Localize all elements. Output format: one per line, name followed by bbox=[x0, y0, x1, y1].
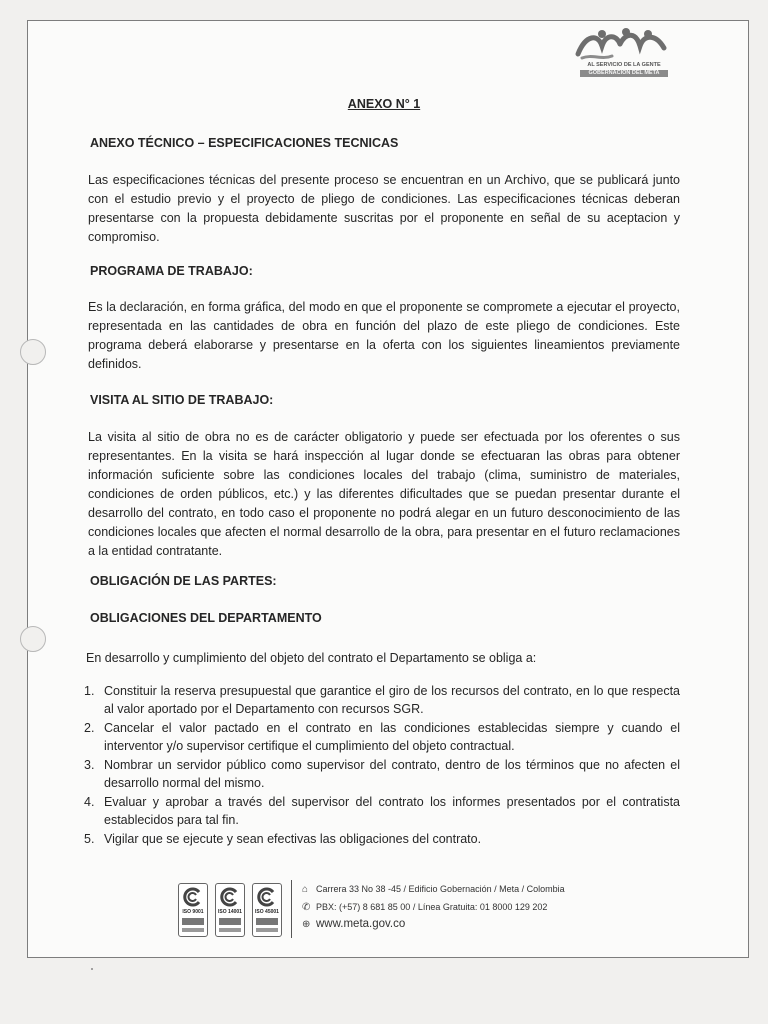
list-item-text: Nombrar un servidor público como supervisor del contrato, dentro de los términos que no afecten el desarrollo normal del mismo. bbox=[104, 758, 680, 790]
certification-mark-icon bbox=[220, 887, 240, 907]
heading-obligations: OBLIGACIÓN DE LAS PARTES: bbox=[90, 574, 277, 588]
paragraph-site-visit: La visita al sitio de obra no es de carácter obligatorio y puede ser efectuada por los oferentes o sus representantes. En la visita se hará inspección al lugar donde se efectuaran las obras para obtener información suficiente sobre las condiciones locales del trabajo (clima, suministro de materiales, condiciones de orden públicos, etc.) y las diferentes dificultades que se puedan presentar durante el desarrollo del contrato, en todo caso el proponente no podrá alegar en un futuro desconocimiento de las condiciones locales que afecten el normal desarrollo de la obra, para presentar en el futuro reclamaciones a la entidad contratante. bbox=[88, 430, 680, 558]
footer-website-link[interactable]: www.meta.gov.co bbox=[316, 918, 406, 930]
list-item bbox=[84, 682, 680, 718]
list-item-number: 2. bbox=[84, 721, 95, 735]
footer-website[interactable] bbox=[302, 918, 405, 930]
iso-badge-label: ISO 14001 bbox=[218, 909, 242, 915]
list-item-number: 3. bbox=[84, 758, 95, 772]
annex-title: ANEXO N° 1 bbox=[347, 97, 421, 111]
list-item-number: 1. bbox=[84, 684, 95, 698]
footer-phone-text: PBX: (+57) 8 681 85 00 / Línea Gratuita: 01 8000 129 202 bbox=[316, 902, 548, 912]
list-item-number: 5. bbox=[84, 832, 95, 846]
logo-caption-line1: AL SERVICIO DE LA GENTE bbox=[587, 62, 661, 68]
globe-icon: ⊕ bbox=[302, 919, 311, 930]
iso-badge bbox=[178, 883, 208, 937]
list-item-text: Evaluar y aprobar a través del supervisor del contrato los informes presentados por el contratista establecidos para tal fin. bbox=[104, 795, 680, 827]
footer-address-text: Carrera 33 No 38 -45 / Edificio Gobernación / Meta / Colombia bbox=[316, 884, 565, 894]
punch-hole bbox=[20, 339, 46, 365]
list-item-number: 4. bbox=[84, 795, 95, 809]
list-item-text: Cancelar el valor pactado en el contrato en las condiciones establecidas siempre y cuando el interventor y/o supervisor certifique el cumplimiento del objeto contractual. bbox=[104, 721, 680, 753]
heading-site-visit: VISITA AL SITIO DE TRABAJO: bbox=[90, 393, 274, 407]
certification-mark-icon bbox=[183, 887, 203, 907]
logo-caption bbox=[580, 62, 668, 77]
footer-divider bbox=[291, 880, 292, 938]
list-item bbox=[84, 793, 680, 829]
list-item-text: Constituir la reserva presupuestal que garantice el giro de los recursos del contrato, en lo que respecta al valor aportado por el Departamento con recursos SGR. bbox=[104, 684, 680, 716]
iso-badge bbox=[252, 883, 282, 937]
certification-mark-icon bbox=[257, 887, 277, 907]
paragraph-work-program: Es la declaración, en forma gráfica, del modo en que el proponente se compromete a ejecutar el proyecto, representada en las cantidades de obra en función del plazo de este pliego de condiciones. Este programa deberá elaborarse y presentarse en la oferta con los siguientes lineamientos previamente definidos. bbox=[88, 300, 680, 371]
paragraph-dept-intro: En desarrollo y cumplimiento del objeto del contrato el Departamento se obliga a: bbox=[86, 651, 537, 665]
footer-address bbox=[302, 884, 565, 895]
scan-speck bbox=[91, 968, 93, 970]
list-item bbox=[84, 756, 680, 792]
punch-hole bbox=[20, 626, 46, 652]
list-item bbox=[84, 830, 680, 848]
home-icon: ⌂ bbox=[302, 884, 309, 895]
heading-technical: ANEXO TÉCNICO – ESPECIFICACIONES TECNICAS bbox=[90, 136, 399, 150]
logo-caption-line2: GOBERNACIÓN DEL META bbox=[580, 70, 668, 77]
iso-certification-badges bbox=[178, 883, 282, 939]
iso-badge-label: ISO 9001 bbox=[182, 909, 204, 915]
obligations-list bbox=[84, 682, 680, 849]
list-item-text: Vigilar que se ejecute y sean efectivas las obligaciones del contrato. bbox=[104, 832, 482, 846]
heading-dept-obligations: OBLIGACIONES DEL DEPARTAMENTO bbox=[90, 611, 322, 625]
iso-badge-label: ISO 45001 bbox=[255, 909, 279, 915]
footer-phone bbox=[302, 902, 547, 913]
paragraph-technical: Las especificaciones técnicas del presente proceso se encuentran en un Archivo, que se publicará junto con el estudio previo y el proyecto de pliego de condiciones. Las especificaciones técnicas deberan presentarse con la propuesta debidamente suscritas por el proponente en señal de su aceptacion y compromiso. bbox=[88, 173, 680, 244]
iso-badge bbox=[215, 883, 245, 937]
heading-work-program: PROGRAMA DE TRABAJO: bbox=[90, 264, 253, 278]
phone-icon: ✆ bbox=[302, 902, 311, 913]
list-item bbox=[84, 719, 680, 755]
